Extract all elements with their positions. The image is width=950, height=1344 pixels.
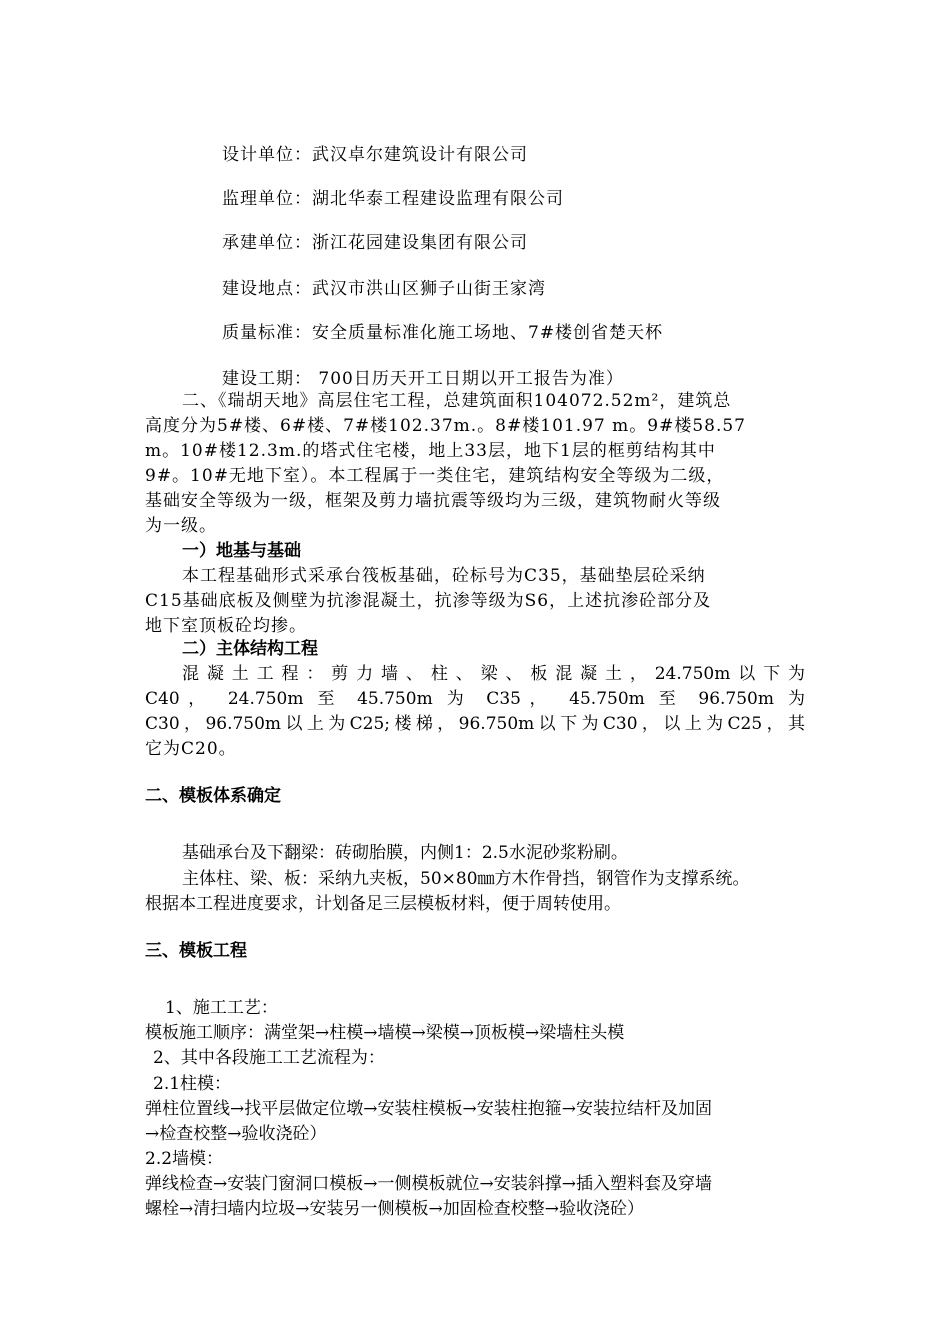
structure-heading: 二）主体结构工程: [182, 639, 318, 659]
section-3-line: 2.2墙模：: [145, 1149, 224, 1169]
structure-line: C40， 24.750m 至 45.750m 为 C35， 45.750m 至 96.750m 为: [145, 689, 805, 709]
section-2-heading: 二、模板体系确定: [145, 786, 281, 806]
section-3-heading: 三、模板工程: [145, 941, 247, 961]
section-2-line: 主体柱、梁、板：采纳九夹板，50×80㎜方木作骨挡，钢管作为支撑系统。: [182, 869, 750, 889]
structure-line: C30，96.750m以上为C25;楼梯，96.750m以下为C30，以上为C25，其: [145, 714, 805, 734]
contractor-line: 承建单位：浙江花园建设集团有限公司: [222, 233, 528, 253]
section-3-line: 模板施工顺序：满堂架→柱模→墙模→梁模→顶板模→梁墙柱头模: [145, 1023, 625, 1043]
section-2-line: 基础承台及下翻梁：砖砌胎膜，内侧1：2.5水泥砂浆粉刷。: [182, 843, 628, 863]
foundation-line: 地下室顶板砼均掺。: [145, 616, 307, 636]
foundation-line: C15基础底板及侧壁为抗渗混凝土，抗渗等级为S6，上述抗渗砼部分及: [145, 591, 712, 611]
quality-standard-line: 质量标准：安全质量标准化施工场地、7#楼创省楚天杯: [222, 323, 664, 343]
foundation-line: 本工程基础形式采承台筏板基础，砼标号为C35，基础垫层砼采纳: [182, 566, 706, 586]
location-line: 建设地点：武汉市洪山区狮子山街王家湾: [222, 279, 546, 299]
section-3-line: 1、施工工艺：: [165, 998, 278, 1018]
section-3-line: 弹线检查→安装门窗洞口模板→一侧模板就位→安装斜撑→插入塑料套及穿墙: [145, 1174, 712, 1194]
overview-line: 为一级。: [145, 516, 217, 536]
construction-period-line: 建设工期： 700日历天开工日期以开工报告为准）: [222, 369, 624, 389]
overview-line: m。10#楼12.3m.的塔式住宅楼，地上33层，地下1层的框剪结构其中: [145, 441, 716, 461]
overview-line: 高度分为5#楼、6#楼、7#楼102.37m.。8#楼101.97 m。9#楼58.57: [145, 416, 746, 436]
section-3-line: 螺栓→清扫墙内垃圾→安装另一侧模板→加固检查校整→验收浇砼）: [145, 1199, 644, 1219]
design-unit-line: 设计单位：武汉卓尔建筑设计有限公司: [222, 145, 528, 165]
section-3-line: 2、其中各段施工工艺流程为：: [153, 1048, 385, 1068]
structure-line: 它为C20。: [145, 739, 237, 759]
overview-line: 基础安全等级为一级，框架及剪力墙抗震等级均为三级，建筑物耐火等级: [145, 491, 721, 511]
foundation-heading: 一）地基与基础: [182, 541, 301, 561]
structure-line: 混凝土工程：剪力墙、柱、梁、板混凝土，24.750m以下为: [182, 664, 805, 684]
section-3-line: 弹柱位置线→找平层做定位墩→安装柱模板→安装柱抱箍→安装拉结杆及加固: [145, 1099, 712, 1119]
overview-line: 二、《瑞胡天地》高层住宅工程，总建筑面积104072.52m²，建筑总: [182, 391, 732, 411]
supervision-unit-line: 监理单位：湖北华泰工程建设监理有限公司: [222, 189, 564, 209]
section-2-line: 根据本工程进度要求，计划备足三层模板材料，便于周转使用。: [145, 894, 621, 914]
section-3-line: →检查校整→验收浇砼）: [145, 1124, 327, 1144]
overview-line: 9#。10#无地下室）。本工程属于一类住宅，建筑结构安全等级为二级，: [145, 466, 725, 486]
section-3-line: 2.1柱模：: [153, 1074, 232, 1094]
